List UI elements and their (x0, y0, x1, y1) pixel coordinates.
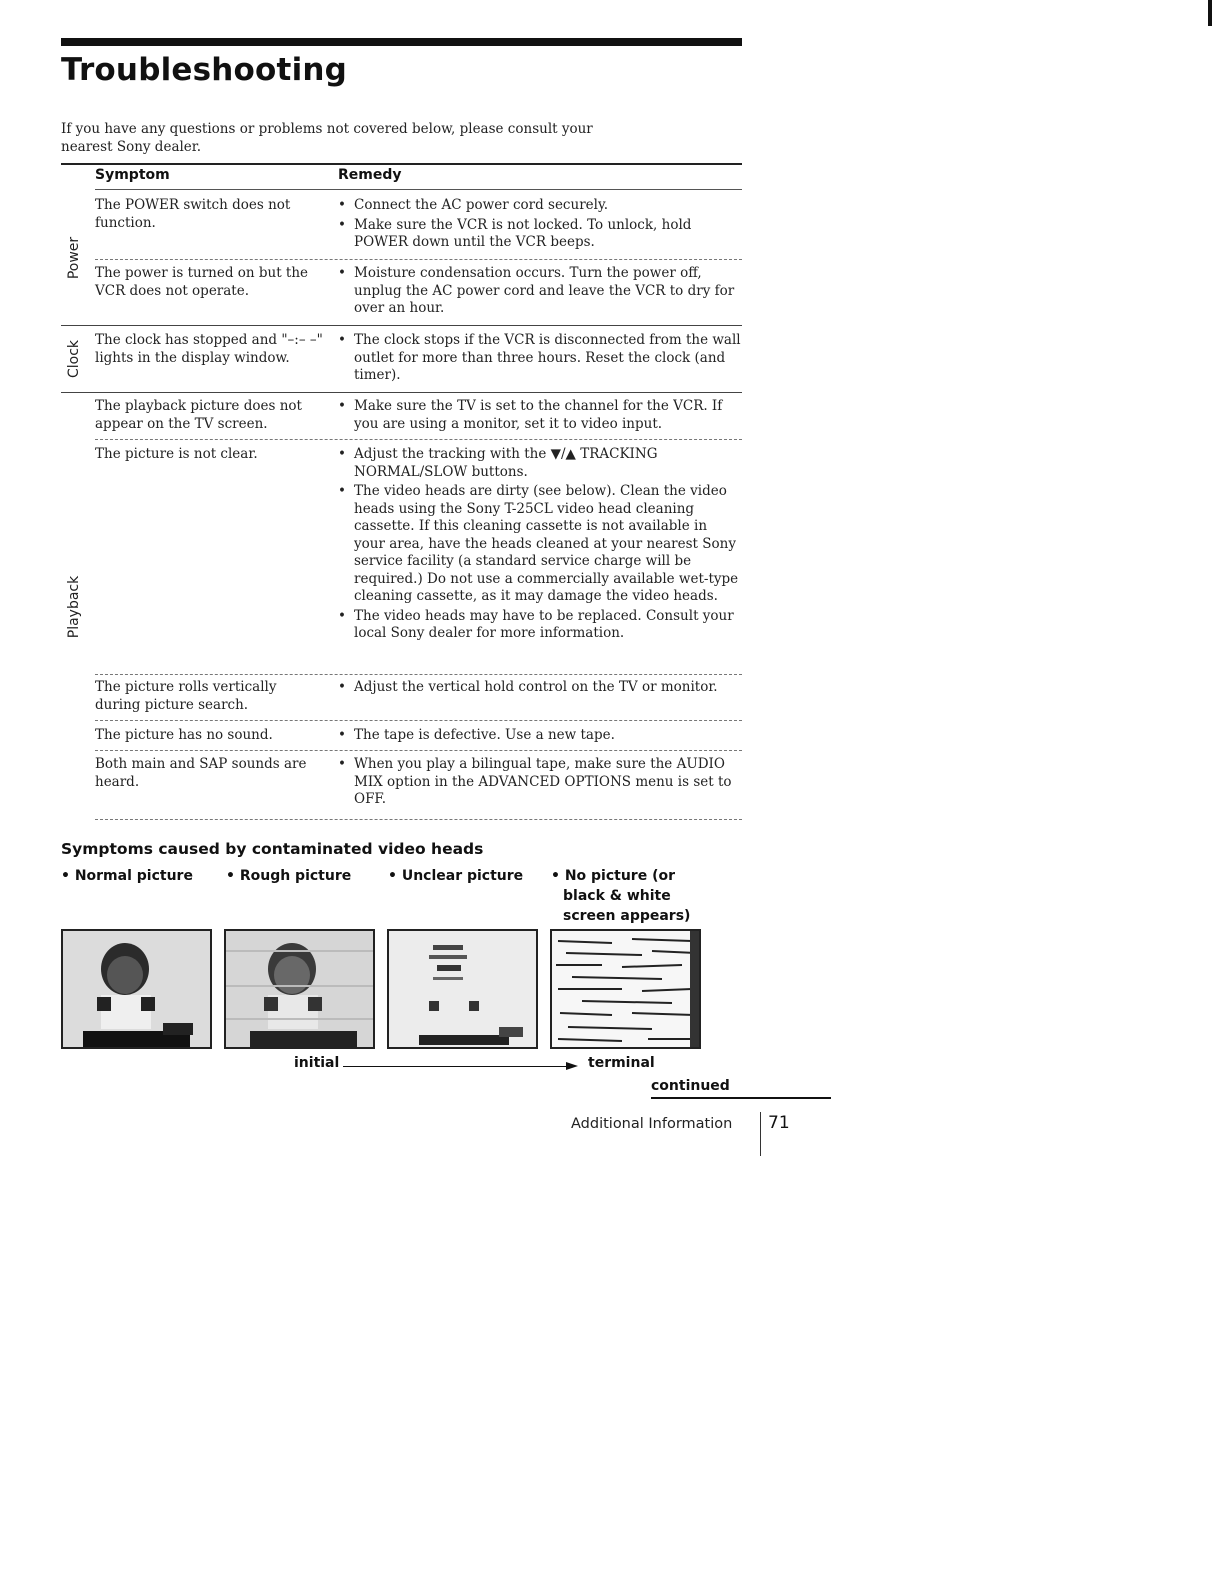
page-edge-mark (1208, 0, 1212, 26)
remedy-list: • The clock stops if the VCR is disconnected from the wall outlet for more than three hours. Reset the clock (and timer). (338, 332, 742, 387)
table-row (95, 727, 742, 747)
caption-rough-picture: • Rough picture (226, 868, 352, 884)
symptom-text: The clock has stopped and "–:– –" lights in the display window. (95, 332, 323, 366)
row-divider (95, 720, 742, 721)
remedy-list: • When you play a bilingual tape, make sure the AUDIO MIX option in the ADVANCED OPTIONS menu is set to OFF. (338, 756, 742, 811)
group-label-clock: Clock (66, 339, 82, 379)
page-title: Troubleshooting (61, 52, 348, 88)
rough-picture-image (224, 929, 375, 1049)
group-clock (61, 326, 742, 392)
arrow-right-icon (566, 1062, 578, 1070)
symptom-text: The power is turned on but the VCR does not operate. (95, 265, 309, 299)
remedy-list: • Moisture condensation occurs. Turn the power off, unplug the AC power cord and leave the VCR to dry for over an hour. (338, 265, 742, 320)
normal-picture-image (61, 929, 212, 1049)
row-divider (95, 439, 742, 440)
table-row (95, 398, 742, 438)
intro-text: If you have any questions or problems not covered below, please consult your nearest Sony dealer. (61, 121, 593, 155)
label-terminal: terminal (588, 1055, 655, 1071)
symptom-text: The picture is not clear. (95, 446, 258, 462)
unclear-picture-illustration (389, 931, 536, 1047)
normal-picture-illustration (63, 931, 210, 1047)
no-picture-image (550, 929, 701, 1049)
remedy-list: • Adjust the tracking with the ▼/▲ TRACKING NORMAL/SLOW buttons. • The video heads are dirty (see below). Clean the video heads using the Sony T-25CL video head cleaning cassette. If this cleaning cassette is not available in your area, have the heads cleaned at your nearest Sony service facility (a standard service charge will be required.) Do not use a commercially available wet-type cleaning cassette, as it may damage the video heads. • The video heads may have to be replaced. Consult your local Sony dealer for more information. (338, 446, 742, 645)
row-divider (95, 819, 742, 820)
contamination-heading: Symptoms caused by contaminated video heads (61, 840, 484, 858)
unclear-picture-image (387, 929, 538, 1049)
header-rule (95, 189, 742, 190)
group-label-power: Power (66, 236, 82, 280)
no-picture-illustration (552, 931, 699, 1047)
continued-rule (651, 1097, 831, 1099)
page-number: 71 (768, 1113, 790, 1133)
progression-arrow-line (343, 1066, 568, 1067)
row-divider (95, 259, 742, 260)
footer-section-name: Additional Information (571, 1116, 733, 1132)
remedy-list: • Adjust the vertical hold control on the TV or monitor. (338, 679, 742, 699)
table-top-rule (61, 163, 742, 165)
symptom-text: The picture rolls vertically during picture search. (95, 679, 277, 713)
caption-normal-picture: • Normal picture (61, 868, 193, 884)
remedy-list: • Make sure the TV is set to the channel for the VCR. If you are using a monitor, set it to video input. (338, 398, 742, 435)
remedy-column-header: Remedy (338, 167, 402, 183)
title-rule (61, 38, 742, 46)
symptom-text: The POWER switch does not function. (95, 197, 291, 231)
symptom-text: Both main and SAP sounds are heard. (95, 756, 307, 790)
table-row (95, 446, 742, 668)
table-row (95, 756, 742, 816)
symptom-text: The picture has no sound. (95, 727, 273, 743)
table-row (95, 265, 742, 323)
table-row (95, 197, 742, 259)
remedy-list: • Connect the AC power cord securely. • Make sure the VCR is not locked. To unlock, hold POWER down until the VCR beeps. (338, 197, 742, 254)
row-divider (95, 750, 742, 751)
group-playback (61, 393, 742, 821)
table-row (95, 679, 742, 717)
continued-label: continued (651, 1078, 730, 1094)
label-initial: initial (294, 1055, 340, 1071)
remedy-list: • The tape is defective. Use a new tape. (338, 727, 742, 747)
caption-no-picture: • No picture (or black & white screen appears) (551, 868, 691, 924)
group-label-playback: Playback (66, 575, 82, 639)
footer-separator (760, 1112, 761, 1156)
rough-picture-illustration (226, 931, 373, 1047)
symptom-column-header: Symptom (95, 167, 170, 183)
row-divider (95, 674, 742, 675)
group-power (61, 191, 742, 325)
table-row (95, 332, 742, 390)
caption-unclear-picture: • Unclear picture (388, 868, 524, 884)
symptom-text: The playback picture does not appear on the TV screen. (95, 398, 302, 432)
